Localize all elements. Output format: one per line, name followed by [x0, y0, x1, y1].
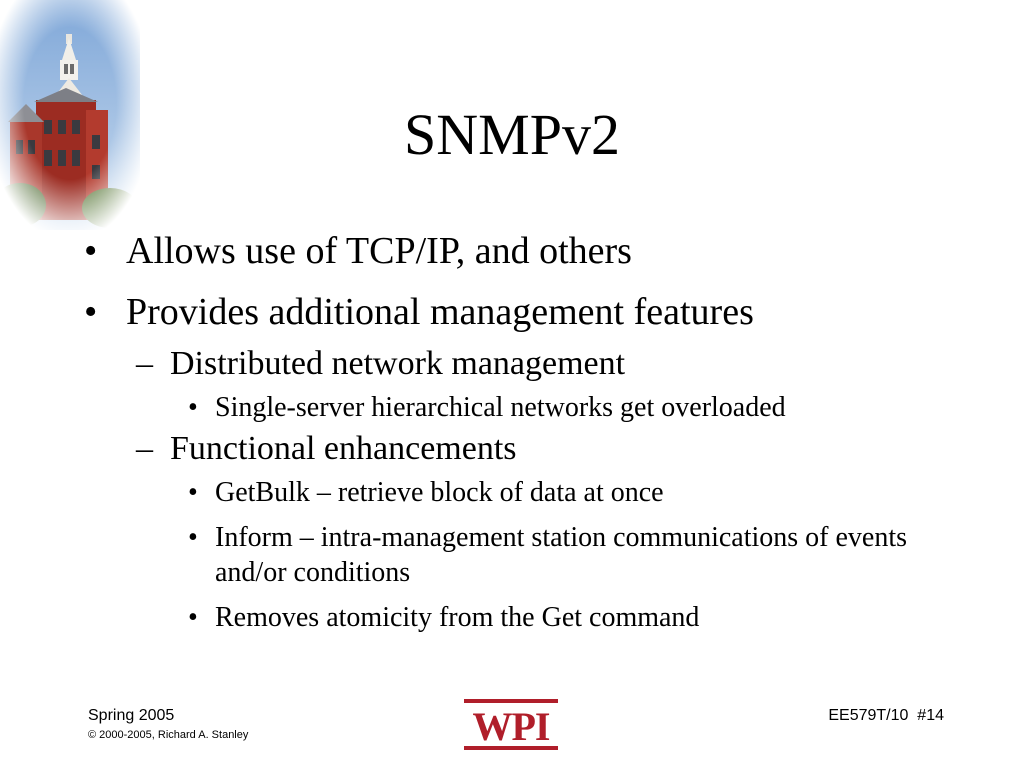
sub-bullet-text: Functional enhancements	[170, 430, 517, 467]
slide-title: SNMPv2	[404, 102, 620, 167]
sub-sub-bullet-item	[84, 600, 984, 635]
sub-sub-bullet-item	[84, 475, 984, 510]
bullet-item	[84, 289, 984, 335]
sub-bullet-item	[84, 344, 984, 384]
sub-sub-bullet-item	[84, 390, 984, 425]
bullet-text: Allows use of TCP/IP, and others	[126, 230, 632, 272]
bullet-dot-icon: •	[188, 522, 198, 553]
sub-bullet-text: Distributed network management	[170, 345, 626, 382]
slide-content	[84, 228, 984, 645]
footer-left	[88, 706, 248, 742]
footer-course-number: EE579T/10 #14	[828, 707, 944, 724]
dash-icon: –	[136, 345, 153, 382]
sub-sub-bullet-text: GetBulk – retrieve block of data at once	[215, 477, 664, 508]
bullet-dot-icon: •	[188, 602, 198, 633]
bullet-text: Provides additional management features	[126, 291, 754, 333]
sub-sub-bullet-text: Removes atomicity from the Get command	[215, 602, 700, 633]
sub-bullet-item	[84, 429, 984, 469]
sub-sub-bullet-item	[84, 520, 915, 590]
dash-icon: –	[136, 430, 153, 467]
footer-copyright: © 2000-2005, Richard A. Stanley	[88, 729, 249, 741]
bullet-dot-icon: •	[84, 230, 98, 272]
bullet-dot-icon: •	[84, 291, 98, 333]
footer-date: Spring 2005	[88, 707, 175, 724]
sub-sub-bullet-text: Inform – intra-management station communications of events and/or conditions	[215, 522, 908, 588]
bullet-dot-icon: •	[188, 392, 198, 423]
wpi-logo	[462, 697, 560, 753]
wpi-logo-text: WPI	[472, 704, 550, 749]
bullet-dot-icon: •	[188, 477, 198, 508]
bullet-item	[84, 228, 984, 274]
sub-sub-bullet-text: Single-server hierarchical networks get overloaded	[215, 392, 786, 423]
